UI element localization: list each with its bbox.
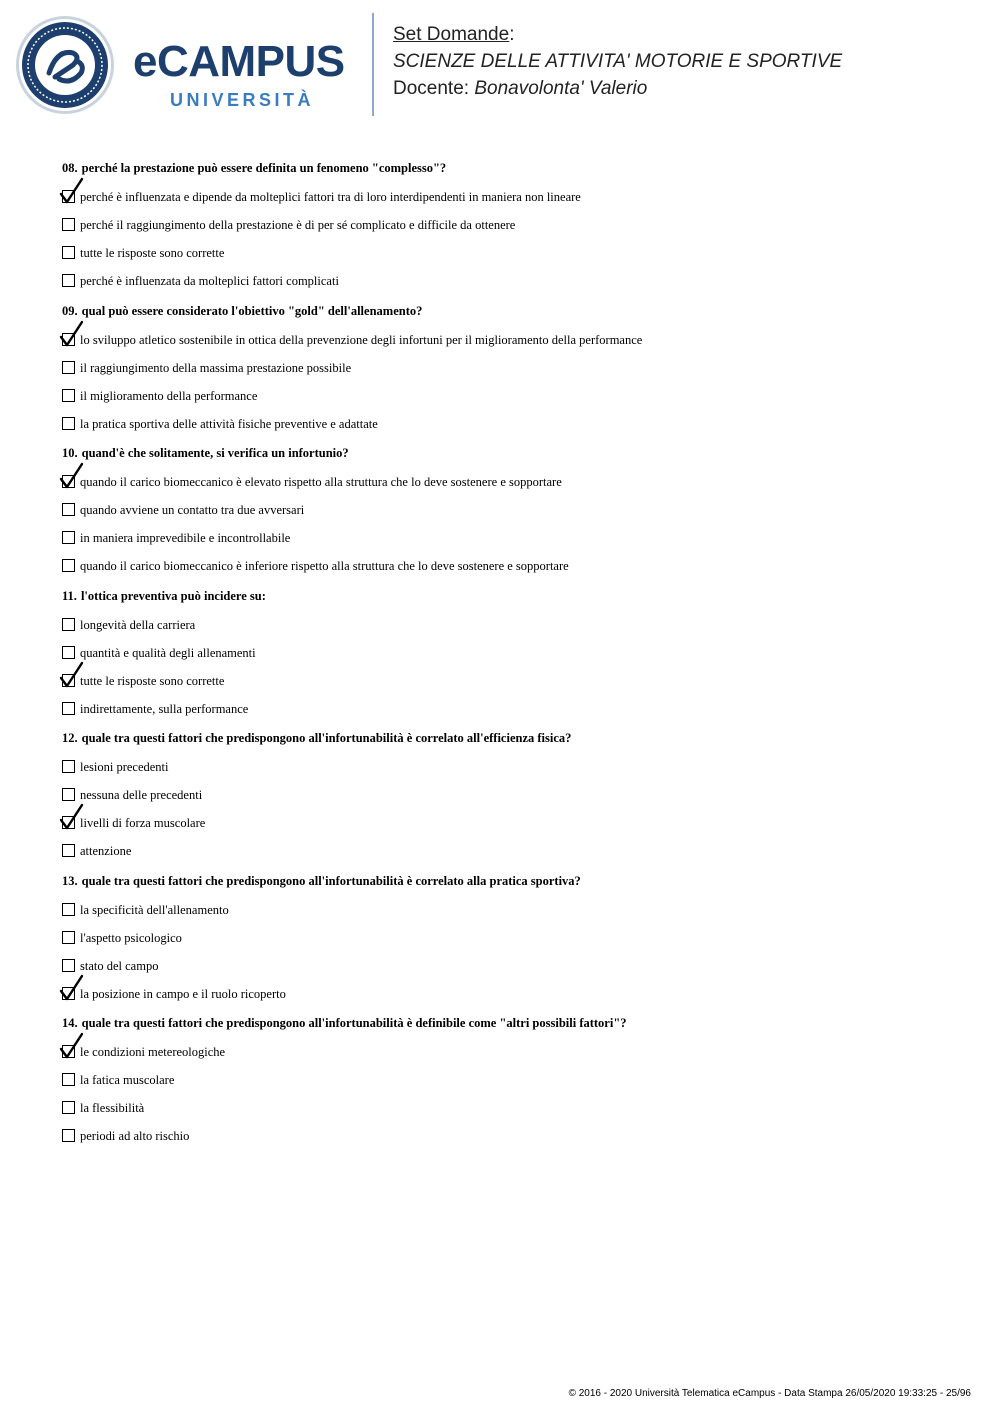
answer-checkbox[interactable] xyxy=(62,702,75,715)
teacher-line xyxy=(393,79,647,98)
question-list xyxy=(62,161,962,1159)
answer-text: la fatica muscolare xyxy=(80,1073,175,1087)
question-number: 11. xyxy=(62,588,77,603)
answer-option[interactable] xyxy=(62,843,962,859)
answer-option[interactable] xyxy=(62,273,962,289)
answer-option[interactable] xyxy=(62,645,962,661)
answer-option[interactable] xyxy=(62,416,962,432)
answer-option[interactable] xyxy=(62,902,962,918)
teacher-label: Docente: xyxy=(393,78,475,99)
ecampus-wordmark: eCAMPUS xyxy=(133,37,345,86)
answer-option-selected[interactable] xyxy=(62,474,962,490)
answer-checkbox[interactable] xyxy=(62,903,75,916)
answer-checkbox[interactable] xyxy=(62,531,75,544)
question-text xyxy=(62,161,962,176)
answer-text: perché è influenzata e dipende da molteplici fattori tra di loro interdipendenti in maniera non lineare xyxy=(80,190,581,204)
checkmark-icon xyxy=(60,974,84,1002)
answer-text: quando il carico biomeccanico è elevato rispetto alla struttura che lo deve sostenere e sopportare xyxy=(80,475,562,489)
answer-option[interactable] xyxy=(62,360,962,376)
answer-checkbox[interactable] xyxy=(62,959,75,972)
question-body: qual può essere considerato l'obiettivo "gold" dell'allenamento? xyxy=(81,303,423,318)
question-body: l'ottica preventiva può incidere su: xyxy=(80,588,266,603)
question-text xyxy=(62,589,962,604)
answer-option-selected[interactable] xyxy=(62,815,962,831)
teacher-name: Bonavolonta' Valerio xyxy=(474,78,648,99)
question-number: 14. xyxy=(62,1016,78,1030)
answer-option[interactable] xyxy=(62,1072,962,1088)
answer-option[interactable] xyxy=(62,502,962,518)
answer-option-selected[interactable] xyxy=(62,673,962,689)
answer-text: in maniera imprevedibile e incontrollabile xyxy=(80,531,291,545)
question-block xyxy=(62,304,962,432)
universita-wordmark: UNIVERSITÀ xyxy=(170,90,315,110)
answer-checkbox[interactable] xyxy=(62,246,75,259)
header-divider xyxy=(372,13,374,116)
answer-checkbox[interactable] xyxy=(62,559,75,572)
answer-text: quando il carico biomeccanico è inferiore rispetto alla struttura che lo deve sostenere e sopportare xyxy=(80,559,569,573)
answer-text: longevità della carriera xyxy=(80,617,196,632)
answer-text: quantità e qualità degli allenamenti xyxy=(80,645,256,660)
answer-text: livelli di forza muscolare xyxy=(80,816,206,830)
question-text xyxy=(62,731,962,746)
answer-text: la specificità dell'allenamento xyxy=(80,902,229,917)
question-number: 12. xyxy=(62,731,78,745)
answer-checkbox[interactable] xyxy=(62,274,75,287)
answer-text: nessuna delle precedenti xyxy=(80,788,203,802)
answer-checkbox[interactable] xyxy=(62,760,75,773)
question-text xyxy=(62,304,962,319)
question-block xyxy=(62,874,962,1002)
question-number: 10. xyxy=(62,446,78,460)
answer-text: quando avviene un contatto tra due avversari xyxy=(80,503,305,517)
question-text xyxy=(62,874,962,889)
page-footer: © 2016 - 2020 Università Telematica eCampus - Data Stampa 26/05/2020 19:33:25 - 25/96 xyxy=(568,1388,971,1399)
set-label: Set Domande xyxy=(393,24,510,45)
answer-option[interactable] xyxy=(62,1100,962,1116)
question-body: quand'è che solitamente, si verifica un infortunio? xyxy=(81,446,349,460)
answer-text: indirettamente, sulla performance xyxy=(80,701,249,716)
answer-option[interactable] xyxy=(62,1128,962,1144)
answer-checkbox[interactable] xyxy=(62,618,75,631)
answer-checkbox[interactable] xyxy=(62,931,75,944)
answer-checkbox[interactable] xyxy=(62,646,75,659)
answer-option[interactable] xyxy=(62,930,962,946)
answer-checkbox[interactable] xyxy=(62,1101,75,1114)
question-body: perché la prestazione può essere definita un fenomeno "complesso"? xyxy=(81,161,447,175)
answer-text: la posizione in campo e il ruolo ricoperto xyxy=(80,986,286,1001)
course-title: SCIENZE DELLE ATTIVITA' MOTORIE E SPORTIVE xyxy=(393,51,843,72)
answer-text: tutte le risposte sono corrette xyxy=(80,246,225,260)
answer-text: periodi ad alto rischio xyxy=(80,1129,190,1143)
checkmark-icon xyxy=(60,177,84,205)
answer-option-selected[interactable] xyxy=(62,332,962,348)
answer-text: le condizioni metereologiche xyxy=(80,1045,226,1059)
answer-option-selected[interactable] xyxy=(62,189,962,205)
answer-option-selected[interactable] xyxy=(62,986,962,1002)
set-colon: : xyxy=(509,24,515,45)
answer-text: perché è influenzata da molteplici fattori complicati xyxy=(80,274,339,288)
checkmark-icon xyxy=(60,1032,84,1060)
question-block xyxy=(62,731,962,859)
answer-option[interactable] xyxy=(62,958,962,974)
answer-text: perché il raggiungimento della prestazione è di per sé complicato e difficile da ottenere xyxy=(80,218,516,232)
page-header xyxy=(0,0,1000,130)
question-number: 08. xyxy=(62,161,78,175)
answer-checkbox[interactable] xyxy=(62,218,75,231)
checkmark-icon xyxy=(60,462,84,490)
question-block xyxy=(62,589,962,717)
answer-checkbox[interactable] xyxy=(62,1129,75,1142)
question-body: quale tra questi fattori che predispongono all'infortunabilità è correlato alla pratica sportiva? xyxy=(81,873,581,888)
answer-text: la flessibilità xyxy=(80,1101,145,1115)
answer-text: il miglioramento della performance xyxy=(80,388,258,403)
answer-option[interactable] xyxy=(62,245,962,261)
answer-option-selected[interactable] xyxy=(62,1044,962,1060)
checkmark-icon xyxy=(60,803,84,831)
question-text xyxy=(62,446,962,461)
question-block xyxy=(62,446,962,574)
answer-checkbox[interactable] xyxy=(62,503,75,516)
question-body: quale tra questi fattori che predispongono all'infortunabilità è correlato all'efficienza fisica? xyxy=(81,731,572,745)
answer-option[interactable] xyxy=(62,530,962,546)
answer-text: la pratica sportiva delle attività fisiche preventive e adattate xyxy=(80,416,378,431)
answer-checkbox[interactable] xyxy=(62,417,75,430)
answer-checkbox[interactable] xyxy=(62,361,75,374)
answer-text: lesioni precedenti xyxy=(80,760,169,774)
question-block xyxy=(62,161,962,289)
answer-option[interactable] xyxy=(62,558,962,574)
question-body: quale tra questi fattori che predispongono all'infortunabilità è definibile come "altri possibili fattori"? xyxy=(81,1016,627,1030)
answer-option[interactable] xyxy=(62,388,962,404)
answer-text: tutte le risposte sono corrette xyxy=(80,673,225,688)
answer-checkbox[interactable] xyxy=(62,844,75,857)
question-number: 13. xyxy=(62,873,78,888)
answer-option[interactable] xyxy=(62,617,962,633)
answer-option[interactable] xyxy=(62,759,962,775)
answer-checkbox[interactable] xyxy=(62,788,75,801)
answer-option[interactable] xyxy=(62,217,962,233)
answer-option[interactable] xyxy=(62,701,962,717)
question-block xyxy=(62,1016,962,1144)
answer-option[interactable] xyxy=(62,787,962,803)
answer-text: l'aspetto psicologico xyxy=(80,930,182,945)
answer-text: il raggiungimento della massima prestazione possibile xyxy=(80,360,352,375)
checkmark-icon xyxy=(60,320,84,348)
set-title xyxy=(393,25,514,44)
ecampus-seal-logo xyxy=(15,15,115,115)
answer-text: lo sviluppo atletico sostenibile in ottica della prevenzione degli infortuni per il miglioramento della performance xyxy=(80,332,643,347)
answer-checkbox[interactable] xyxy=(62,1073,75,1086)
question-number: 09. xyxy=(62,303,78,318)
question-text xyxy=(62,1016,962,1031)
answer-text: stato del campo xyxy=(80,958,159,973)
answer-checkbox[interactable] xyxy=(62,389,75,402)
checkmark-icon xyxy=(60,661,84,689)
answer-text: attenzione xyxy=(80,844,132,858)
